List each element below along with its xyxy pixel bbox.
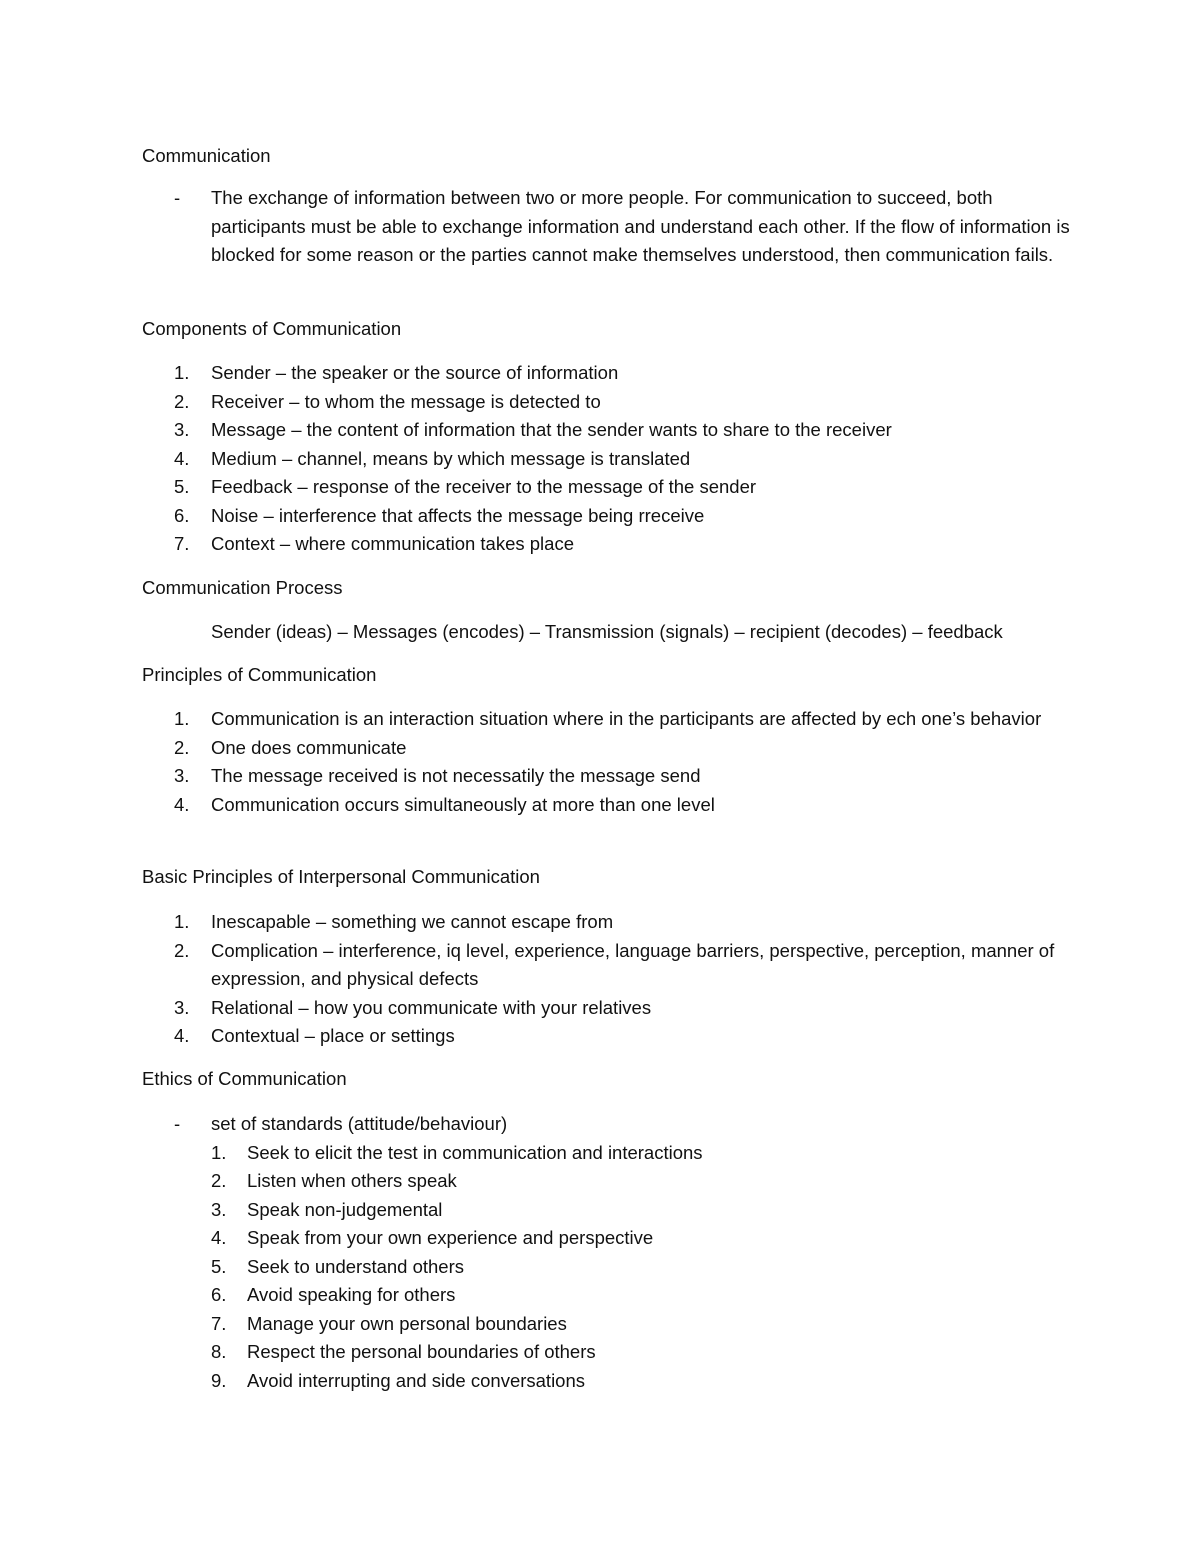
list-number: 4. [211,1227,227,1248]
list-item-text: Contextual – place or settings [211,1025,455,1046]
list-item-text: Seek to elicit the test in communication and interactions [247,1141,703,1163]
list-number: 1. [174,911,190,932]
list-item [0,1253,703,1282]
list-item-text: Message – the content of information that the sender wants to share to the receiver [211,419,892,440]
list-number: 2. [211,1170,227,1191]
ethics-intro: set of standards (attitude/behaviour) [211,1113,508,1134]
principles-list [0,705,1061,819]
communication-definition: The exchange of information between two or more people. For communication to succeed, both participants must be able to exchange information and understand each other. If the flow of information is blocked for some reason or the parties cannot make themselves understood, then communication fails. [211,187,1070,265]
list-item [0,1367,703,1396]
list-item [0,734,1061,763]
ethics-list [0,1139,703,1396]
list-number: 1. [211,1141,227,1163]
section-heading-ethics: Ethics of Communication [142,1068,347,1089]
list-item-text: Feedback – response of the receiver to the message of the sender [211,476,757,497]
list-item-text: Communication is an interaction situation where in the participants are affected by ech one’s behavior [211,708,1042,729]
section-heading-process: Communication Process [142,577,343,598]
list-item [0,1281,703,1310]
list-item [0,705,1061,734]
list-item-text: Noise – interference that affects the message being rreceive [211,504,705,526]
list-number: 9. [211,1369,227,1391]
list-number: 1. [174,708,190,729]
list-number: 3. [174,419,190,440]
list-number: 1. [174,362,190,383]
section-heading-basic-principles: Basic Principles of Interpersonal Communication [142,866,540,887]
list-number: 5. [211,1255,227,1277]
list-item [0,502,892,531]
list-number: 2. [174,390,190,412]
list-item-text: Inescapable – something we cannot escape from [211,911,614,932]
list-number: 4. [174,793,190,815]
list-number: 7. [211,1312,227,1334]
bullet-dash: - [174,187,181,208]
list-item [0,1022,1061,1051]
components-list [0,359,892,559]
basic-principles-list [0,908,1061,1051]
list-number: 2. [174,939,190,961]
list-item-text: Manage your own personal boundaries [247,1312,567,1334]
list-number: 8. [211,1341,227,1362]
list-number: 4. [174,1025,190,1046]
list-item [0,530,892,559]
list-item [0,445,892,474]
list-item [0,791,1061,820]
list-item [0,908,1061,937]
list-item [0,1338,703,1367]
list-item-text: The message received is not necessatily the message send [211,765,701,786]
list-item-text: Context – where communication takes place [211,533,574,554]
list-number: 3. [211,1198,227,1220]
list-item-text: Avoid interrupting and side conversations [247,1369,586,1391]
list-item-text: Communication occurs simultaneously at more than one level [211,793,715,815]
section-heading-principles: Principles of Communication [142,664,377,685]
list-item [0,1310,703,1339]
list-item-text: Listen when others speak [247,1170,457,1191]
list-item [0,359,892,388]
list-item [0,762,1061,791]
process-flow-text: Sender (ideas) – Messages (encodes) – Transmission (signals) – recipient (decodes) – feedback [211,621,1003,642]
section-heading-components: Components of Communication [142,318,402,339]
list-item-text: Relational – how you communicate with your relatives [211,996,652,1018]
list-item-text: One does communicate [211,736,407,758]
list-item-text: Medium – channel, means by which message is translated [211,447,691,469]
list-item-text: Speak non-judgemental [247,1198,443,1220]
section-heading-communication: Communication [142,145,271,166]
list-item [0,388,892,417]
list-item [0,1139,703,1168]
list-number: 6. [174,504,190,526]
list-item-text: Complication – interference, iq level, experience, language barriers, perspective, perception, manner of expression, and physical defects [211,939,1055,989]
list-number: 5. [174,476,190,497]
list-number: 4. [174,447,190,469]
list-number: 2. [174,736,190,758]
list-item-text: Receiver – to whom the message is detected to [211,390,601,412]
list-number: 3. [174,765,190,786]
list-item [0,1167,703,1196]
list-item [0,416,892,445]
list-item-text: Seek to understand others [247,1255,465,1277]
list-number: 6. [211,1284,227,1305]
bullet-dash: - [174,1113,181,1134]
list-item-text: Sender – the speaker or the source of information [211,362,619,383]
list-number: 3. [174,996,190,1018]
list-number: 7. [174,533,190,554]
list-item-text: Speak from your own experience and perspective [247,1227,654,1248]
list-item [0,994,1061,1023]
list-item [0,473,892,502]
list-item [0,1224,703,1253]
list-item [0,937,1061,994]
list-item-text: Respect the personal boundaries of others [247,1341,596,1362]
list-item [0,1196,703,1225]
list-item-text: Avoid speaking for others [247,1284,456,1305]
